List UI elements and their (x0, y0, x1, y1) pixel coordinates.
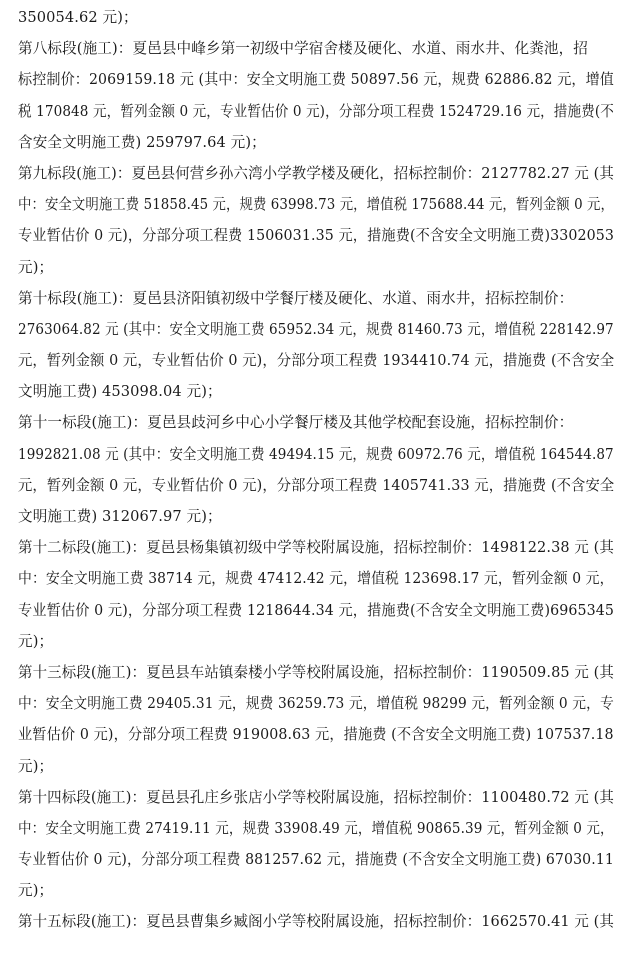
text-line: 中：安全文明施工费 51858.45 元，规费 63998.73 元，增值税 175688.44 元，暂列金额 0 元， (18, 196, 615, 214)
text-line: 文明施工费) 453098.04 元)； (18, 383, 222, 401)
text-line: 元)； (18, 258, 54, 276)
text-line: 第九标段(施工)：夏邑县何营乡孙六湾小学教学楼及硬化，招标控制价：2127782.27 元 (其 (18, 164, 614, 182)
text-line: 元，暂列金额 0 元，专业暂估价 0 元)，分部分项工程费 1405741.33 元，措施费 (不含安全 (18, 476, 615, 494)
text-line: 专业暂估价 0 元)，分部分项工程费 881257.62 元，措施费 (不含安全文明施工费) 67030.11 (18, 851, 614, 869)
text-line: 350054.62 元)； (18, 9, 138, 26)
text-line: 第十四标段(施工)：夏邑县孔庄乡张店小学等校附属设施，招标控制价：1100480.72 元 (其 (18, 788, 614, 806)
text-line: 元)； (18, 632, 54, 650)
text-line: 标控制价：2069159.18 元 (其中：安全文明施工费 50897.56 元，规费 62886.82 元，增值 (18, 71, 614, 89)
text-line: 中：安全文明施工费 29405.31 元，规费 36259.73 元，增值税 98299 元，暂列金额 0 元，专 (18, 695, 614, 713)
text-line: 元)； (18, 882, 54, 900)
text-line: 业暂估价 0 元)，分部分项工程费 919008.63 元，措施费 (不含安全文明施工费) 107537.18 (18, 726, 614, 744)
text-line: 税 170848 元，暂列金额 0 元，专业暂估价 0 元)，分部分项工程费 1524729.16 元，措施费(不 (18, 102, 614, 120)
text-line: 第十二标段(施工)：夏邑县杨集镇初级中学等校附属设施，招标控制价：1498122.38 元 (其 (18, 539, 614, 557)
text-line: 1992821.08 元 (其中：安全文明施工费 49494.15 元，规费 60972.76 元，增值税 164544.87 (18, 445, 614, 463)
text-line: 第八标段(施工)：夏邑县中峰乡第一初级中学宿舍楼及硬化、水道、雨水井、化粪池，招 (18, 40, 588, 58)
text-line: 第十一标段(施工)：夏邑县歧河乡中心小学餐厅楼及其他学校配套设施，招标控制价： (18, 414, 574, 432)
text-line: 专业暂估价 0 元)，分部分项工程费 1218644.34 元，措施费(不含安全文明施工费)6965345 (18, 601, 615, 619)
text-line: 含安全文明施工费) 259797.64 元)； (18, 133, 266, 151)
text-line: 第十三标段(施工)：夏邑县车站镇秦楼小学等校附属设施，招标控制价：1190509.85 元 (其 (18, 663, 614, 681)
text-line: 文明施工费) 312067.97 元)； (18, 508, 222, 525)
text-line: 中：安全文明施工费 38714 元，规费 47412.42 元，增值税 123698.17 元，暂列金额 0 元， (18, 570, 614, 588)
text-line: 元)； (18, 757, 54, 775)
text-line: 第十五标段(施工)：夏邑县曹集乡臧阁小学等校附属设施，招标控制价：1662570.41 元 (其 (18, 913, 614, 931)
text-line: 专业暂估价 0 元)，分部分项工程费 1506031.35 元，措施费(不含安全文明施工费)3302053 (18, 227, 615, 245)
text-line: 2763064.82 元 (其中：安全文明施工费 65952.34 元，规费 81460.73 元，增值税 228142.97 (18, 320, 614, 338)
text-line: 中：安全文明施工费 27419.11 元，规费 33908.49 元，增值税 90865.39 元，暂列金额 0 元， (18, 819, 614, 837)
text-line: 元，暂列金额 0 元，专业暂估价 0 元)，分部分项工程费 1934410.74 元，措施费 (不含安全 (18, 352, 615, 370)
text-line: 第十标段(施工)：夏邑县济阳镇初级中学餐厅楼及硬化、水道、雨水井，招标控制价： (18, 289, 574, 307)
